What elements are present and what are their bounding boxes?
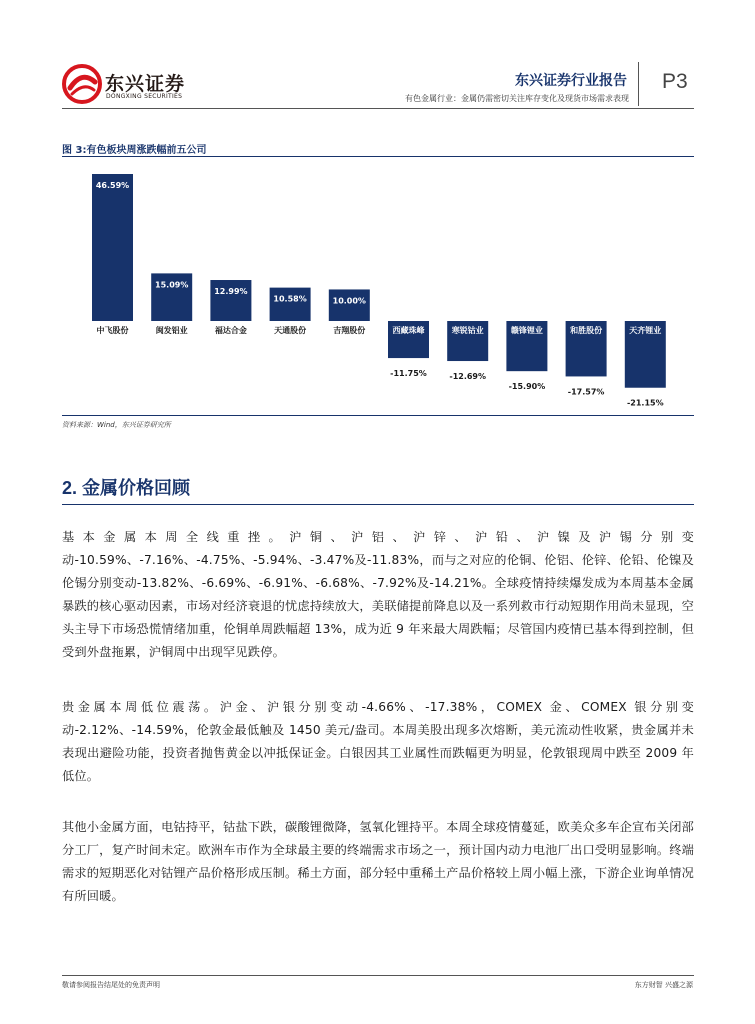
value-label-6: -12.69% xyxy=(449,372,487,382)
logo-text-en: DONGXING SECURITIES xyxy=(106,93,183,100)
report-subtitle: 有色金属行业：金属仍需密切关注库存变化及现货市场需求表现 xyxy=(405,94,629,103)
page-number: P3 xyxy=(662,70,688,93)
category-label-9: 天齐锂业 xyxy=(629,326,662,335)
footer-disclaimer: 敬请参阅报告结尾处的免责声明 xyxy=(62,981,160,989)
company-logo xyxy=(62,64,192,106)
logo-text-cn: 东兴证券 xyxy=(105,73,186,95)
report-title: 东兴证券行业报告 xyxy=(515,73,627,89)
section-rule xyxy=(62,504,694,505)
figure-rule-bottom xyxy=(62,415,694,416)
logo-mark-icon xyxy=(62,64,102,104)
category-label-1: 闽发铝业 xyxy=(155,326,188,335)
paragraph-minor-metals: 其他小金属方面，电钴持平，钴盐下跌，碳酸锂微降，氢氧化锂持平。本周全球疫情蔓延，欧美众多车企宣布关闭部分工厂，复产时间未定。欧洲车市作为全球最主要的终端需求市场之一，预计国内动力电池厂出口受明显影响。终端需求的短期恶化对钴锂产品价格形成压制。稀土方面，部分轻中重稀土产品价格较上周小幅上涨，下游企业询单情况有所回暖。 xyxy=(62,820,694,903)
value-label-5: -11.75% xyxy=(390,369,427,379)
section-title: 2. 金属价格回顾 xyxy=(62,478,191,498)
category-label-3: 天通股份 xyxy=(274,326,307,335)
category-label-5: 西藏珠峰 xyxy=(392,326,425,335)
footer-rule xyxy=(62,975,694,976)
header-rule xyxy=(62,108,694,109)
category-label-6: 寒锐钴业 xyxy=(451,326,484,335)
value-label-1: 15.09% xyxy=(155,280,189,290)
category-label-2: 福达合金 xyxy=(214,326,247,335)
figure-title: 图 3:有色板块周涨跌幅前五公司 xyxy=(62,145,207,156)
footer-slogan: 东方财智 兴盛之源 xyxy=(634,981,693,989)
bar-chart xyxy=(62,157,694,414)
paragraph-base-metals: 基本金属本周全线重挫。沪铜、沪铝、沪锌、沪铅、沪镍及沪锡分别变动-10.59%、-7.16%、-4.75%、-5.94%、-3.47%及-11.83%，而与之对应的伦铜、伦铝、伦锌、伦铅、伦镍及伦锡分别变动-13.82%、-6.69%、-6.91%、-6.68%、-7.92%及-14.21%。全球疫情持续爆发成为本周基本金属暴跌的核心驱动因素，市场对经济衰退的忧虑持续放大，美联储提前降息以及一系列救市行动短期作用尚未显现，空头主导下市场恐慌情绪加重，伦铜单周跌幅超 13%，成为近 9 年来最大周跌幅；尽管国内疫情已基本得到控制，但受到外盘拖累，沪铜周中出现罕见跌停。 xyxy=(62,530,694,659)
bar-3 xyxy=(270,288,311,321)
value-label-4: 10.00% xyxy=(332,296,366,306)
category-label-4: 吉翔股份 xyxy=(333,326,366,335)
bar-chart-svg xyxy=(62,157,694,414)
value-label-0: 46.59% xyxy=(95,181,130,190)
bar-0 xyxy=(92,174,133,321)
category-label-7: 赣锋锂业 xyxy=(510,326,543,335)
category-label-8: 和胜股份 xyxy=(570,326,603,335)
value-label-7: -15.90% xyxy=(508,382,546,392)
value-label-8: -17.57% xyxy=(567,387,605,397)
figure-source: 资料来源：Wind，东兴证券研究所 xyxy=(62,421,171,429)
value-label-9: -21.15% xyxy=(626,398,664,408)
category-label-0: 中飞股份 xyxy=(96,326,129,335)
paragraph-precious-metals: 贵金属本周低位震荡。沪金、沪银分别变动-4.66%、-17.38%，COMEX 金、COMEX 银分别变动-2.12%、-14.59%，伦敦金最低触及 1450 美元/盎司。本周美股出现多次熔断，美元流动性收紧，贵金属并未表现出避险功能，投资者抛售黄金以冲抵保证金。白银因其工业属性而跌幅更为明显，伦敦银现周中跌至 2009 年低位。 xyxy=(62,700,694,783)
header-divider xyxy=(638,62,639,106)
value-label-3: 10.58% xyxy=(273,294,307,304)
page-header xyxy=(0,0,755,110)
value-label-2: 12.99% xyxy=(214,287,248,297)
